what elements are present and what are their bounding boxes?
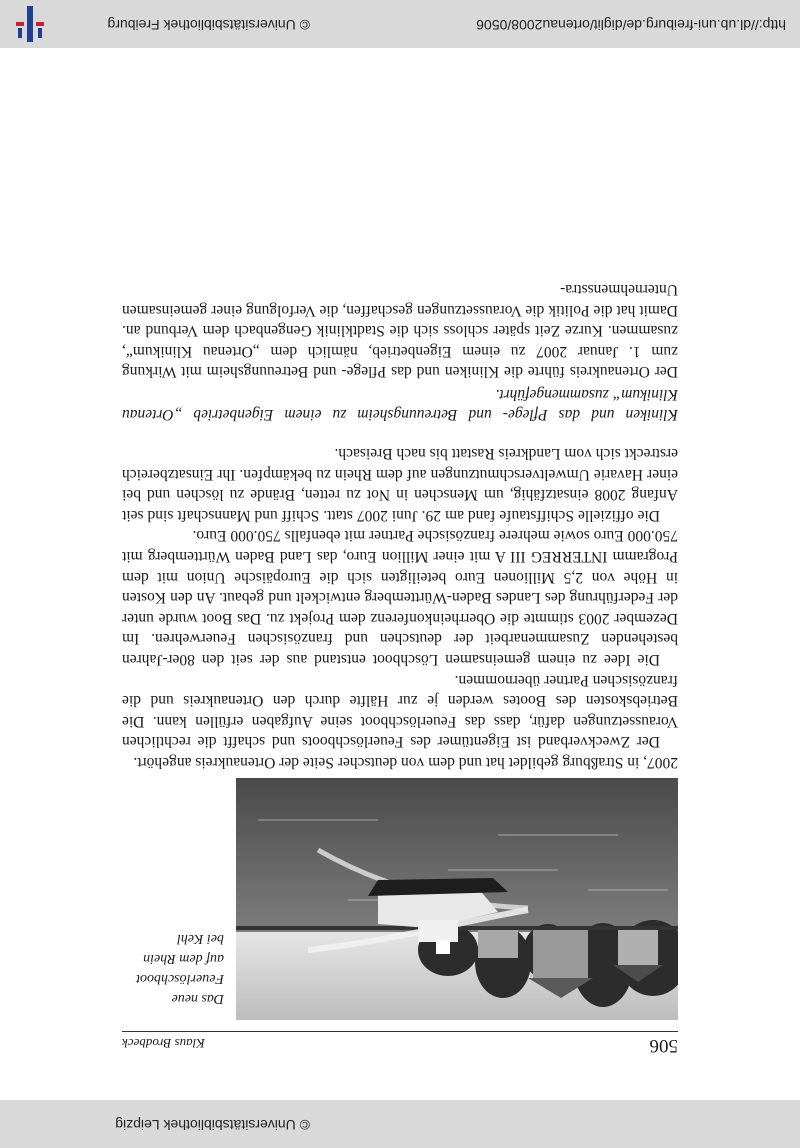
fireboat-photo [236, 778, 678, 1020]
caption-line: bei Kehl [176, 931, 224, 946]
paragraph: Die offizielle Schiffstaufe fand am 29. Juni 2007 statt. Schiff und Mannschaft sind seit Anfang 2008 einsatzfähig, um Menschen in Not zu retten, Brände zu löschen und bei einer Havarie Umweltverschmutzungen auf dem Rhein zu bekämpfen. Ihr Einsatzbereich erstreckt sich vom Landkreis Rastatt bis nach Breisach. [122, 445, 678, 524]
footer-copyright: © Universitätsbibliothek Freiburg [107, 17, 310, 33]
running-head [122, 1031, 678, 1056]
section-heading: Kliniken und das Pflege- und Betreuungsheim zu einem Eigenbetrieb „Ortenau Klinikum“ zusammengeführt. [122, 385, 678, 424]
fireboat-photo-image [236, 778, 678, 1020]
caption-line: auf dem Rhein [143, 951, 224, 966]
header-copyright: © Universitätsbibliothek Leipzig [115, 1117, 310, 1133]
footer-url[interactable]: http://dl.ub.uni-freiburg.de/diglit/ortenau2008/0506 [476, 17, 786, 33]
paragraph: 2007, in Straßburg gebildet hat und dem von deutscher Seite der Ortenaukreis angehört. [133, 754, 678, 771]
university-logo-icon [10, 0, 50, 48]
footer-bar [0, 0, 800, 48]
caption-line: Feuerlöschboot [136, 971, 224, 986]
body-text [122, 278, 678, 772]
page-number: 506 [649, 1035, 678, 1056]
paragraph: Die Idee zu einem gemeinsamen Löschboot entstand aus der seit den 80er-Jahren bestehenden Zusammenarbeit der deutschen und französischen Feuerwehren. Im Dezember 2003 stimmte die Oberrheinkonferenz dem Projekt zu. Das Boot wurde unter der Federführung des Landes Baden-Württemberg entwickelt und gebaut. An den Kosten in Höhe von 2,5 Millionen Euro beteiligten sich die Europäische Union mit dem Programm INTERREG III A mit einer Million Euro, das Land Baden Württemberg mit 750.000 Euro sowie mehrere französische Partner mit ebenfalls 750.000 Euro. [122, 527, 678, 669]
header-bar [0, 1100, 800, 1148]
paragraph: Der Zweckverband ist Eigentümer des Feuerlöschboots und schafft die rechtlichen Voraussetzungen dafür, dass das Feuerlöschboot seine Aufgaben erfüllen kann. Die Betriebskosten des Bootes werden je zur Hälfte durch den Ortenaukreis und die französischen Partner übernommen. [122, 671, 678, 751]
running-head-author: Klaus Brodbeck [122, 1036, 205, 1051]
figure-caption [114, 928, 224, 1008]
paragraph: Der Ortenaukreis führte die Kliniken und das Pflege- und Betreuungsheim mit Wirkung zum 1. Januar 2007 zu einem Eigenbetrieb, nämlich dem „Ortenau Klinikum“, zusammen. Kurze Zeit später schloss sich die Stadtklinik Gengenbach dem Verbund an. Damit hat die Politik die Voraussetzungen geschaffen, die Verfolgung einer gemeinsamen Unternehmensstra- [122, 280, 678, 381]
caption-line: Das neue [171, 991, 224, 1006]
